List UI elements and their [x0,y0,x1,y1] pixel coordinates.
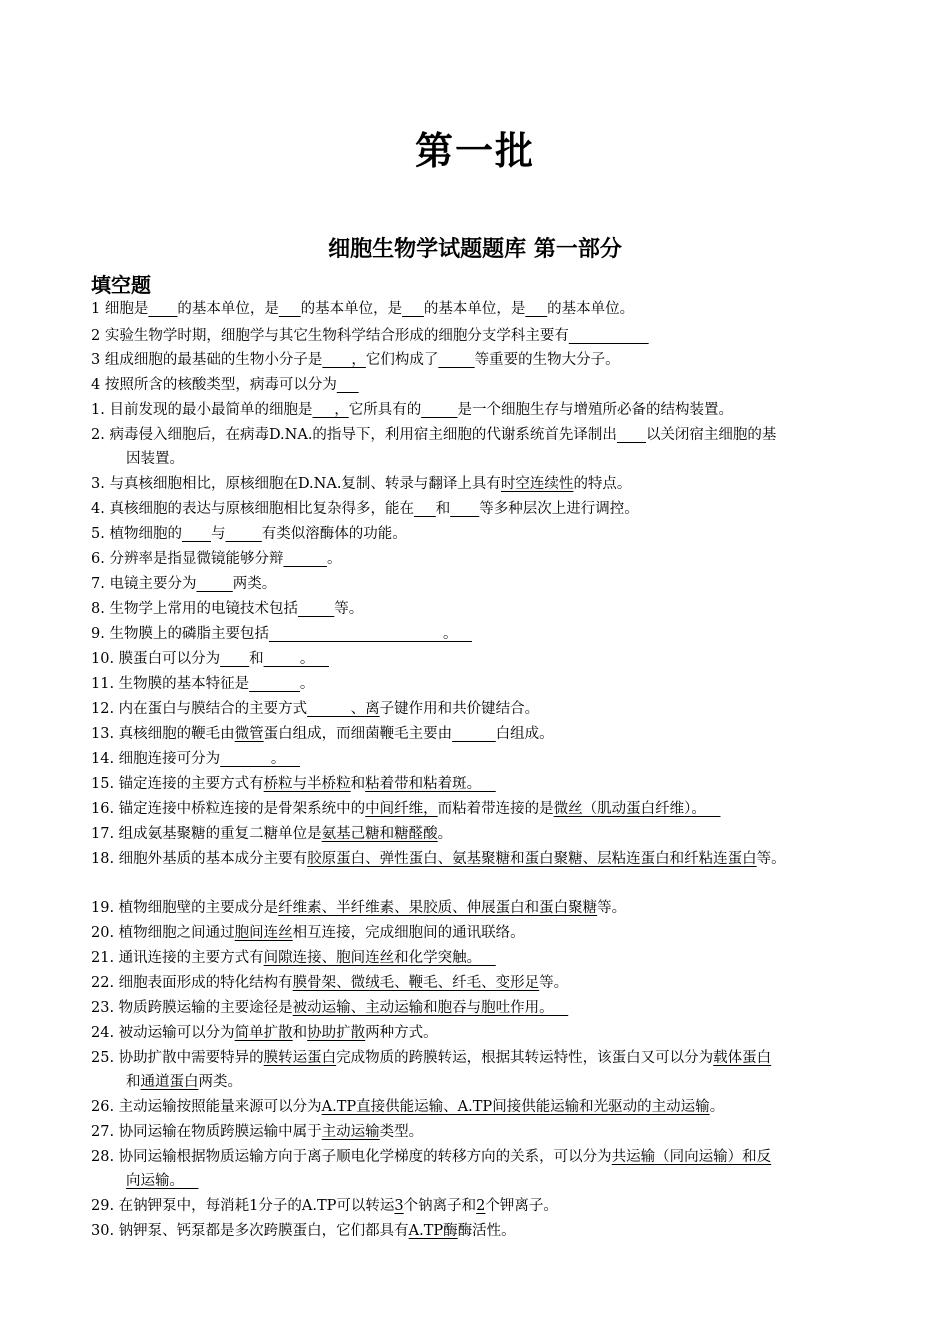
question-text: 。 [299,676,315,692]
question-text: 16. 锚定连接中桥粒连接的是骨架系统中的 [91,801,366,817]
answer-blank: A.TP酶 [408,1223,458,1239]
answer-blank: 3 [394,1198,404,1214]
answer-blank: _____ [196,576,233,592]
question-text: 等多种层次上进行调控。 [479,501,639,517]
question-text: 酶活性。 [457,1223,516,1239]
question-text: 和 [292,1025,308,1041]
answer-blank: ___ [278,301,301,317]
question-item [91,423,871,471]
answer-blank: _____ [421,402,458,418]
answer-blank: _____ [225,526,262,542]
question-text: 7. 电镜主要分为 [91,576,197,592]
question-text: 1 细胞是 [91,301,149,317]
answer-blank: ____ [181,526,211,542]
question-text: 而粘着带连接的是 [437,801,554,817]
question-item [91,522,871,546]
document-subtitle: 细胞生物学试题题库 第一部分 [328,236,622,262]
question-item [91,896,871,920]
question-text: 17. 组成氨基聚糖的重复二糖单位是 [91,826,322,842]
question-item [91,1095,871,1119]
question-text: 等。 [539,975,569,991]
answer-blank: 中间纤维， [365,801,438,817]
answer-blank: ___________ [568,328,649,344]
question-text: 它所具有的 [348,402,422,418]
question-text: 白组成。 [495,726,554,742]
question-text: 两种方式。 [365,1025,438,1041]
question-text: 9. 生物膜上的磷脂主要包括 [91,626,269,642]
question-item [91,971,871,995]
question-text: 两类。 [198,1074,242,1090]
answer-blank: 纤维素、半纤维素、果胶质、伸展蛋白和蛋白聚糖 [278,900,598,916]
question-text: 23. 物质跨膜运输的主要途径是 [91,1000,293,1016]
question-text: 个钠离子和 [403,1198,477,1214]
question-item [91,672,871,696]
answer-blank: 2 [476,1198,486,1214]
question-item [91,348,871,372]
question-item [91,996,871,1020]
question-continuation: 因装置。 [126,451,184,467]
answer-blank: 载体蛋白 [713,1050,772,1066]
question-text: 19. 植物细胞壁的主要成分是 [91,900,279,916]
question-item [91,1219,871,1243]
question-text: 两类。 [232,576,277,592]
question-item [91,1046,871,1094]
question-text: 个钾离子。 [485,1198,558,1214]
question-text: 8. 生物学上常用的电镜技术包括 [91,601,298,617]
question-text: 4. 真核细胞的表达与原核细胞相比复杂得多，能在 [91,501,414,517]
question-text: 13. 真核细胞的鞭毛由 [91,726,235,742]
answer-blank: 桥粒与半桥粒 [263,776,351,792]
question-item [91,547,871,571]
answer-blank: 简单扩散 [234,1025,293,1041]
question-text: 。 [709,1099,725,1115]
question-text: 2 实验生物学时期，细胞学与其它生物科学结合形成的细胞分支学科主要有 [91,328,569,344]
answer-blank: 微丝（肌动蛋白纤维）。__ [553,801,721,817]
answer-blank: 协助扩散 [307,1025,366,1041]
answer-blank: ______ [283,551,327,567]
answer-blank: _____。__ [263,651,329,667]
answer-blank: ______、离 [307,701,380,717]
answer-blank: 膜转运蛋白 [263,1050,337,1066]
answer-blank: 通道蛋白 [140,1074,199,1090]
question-item [91,597,871,621]
question-text: 30. 钠钾泵、钙泵都是多次跨膜蛋白，它们都具有 [91,1223,409,1239]
question-item [91,921,871,945]
answer-blank: _______。__ [220,751,300,767]
question-text: 等。 [334,601,364,617]
question-item [91,1145,871,1193]
question-text: 29. 在钠钾泵中，每消耗1分子的A.TP可以转运 [91,1198,395,1214]
question-text: 等重要的生物大分子。 [474,352,620,368]
question-text: 和 [249,651,264,667]
question-text: 4 按照所含的核酸类型，病毒可以分为 [91,377,337,393]
question-text: 5. 植物细胞的 [91,526,182,542]
answer-blank: 时空连续性 [500,476,574,492]
question-text: 26. 主动运输按照能量来源可以分为 [91,1099,322,1115]
question-text: 24. 被动运输可以分为 [91,1025,235,1041]
question-text: 等。 [756,851,786,867]
question-text: 和 [126,1074,141,1090]
question-text: 是一个细胞生存与增殖所必备的结构装置。 [457,402,733,418]
question-item [91,1194,871,1218]
question-item [91,398,871,422]
question-item [91,772,871,796]
question-item [91,847,871,871]
answer-blank: ___ [402,301,424,317]
question-text: 3. 与真核细胞相比，原核细胞在D.NA.复制、转录与翻译上具有 [91,476,501,492]
question-text: 15. 锚定连接的主要方式有 [91,776,264,792]
answer-blank: 主动运输 [321,1124,380,1140]
question-item [91,1120,871,1144]
question-text: 的基本单位，是 [177,301,279,317]
answer-blank: 被动运输、主动运输和胞吞与胞吐作用。__ [292,1000,569,1016]
answer-blank: 胶原蛋白、弹性蛋白、氨基聚糖和蛋白聚糖、层粘连蛋白和纤粘连蛋白 [307,851,757,867]
page-title: 第一批 [414,128,535,173]
question-item [91,324,871,348]
question-text: 等。 [597,900,627,916]
answer-blank: ________________________。__ [268,626,472,642]
answer-blank: 膜骨架、微绒毛、鞭毛、纤毛、变形足 [292,975,540,991]
answer-blank: 氨基己糖和糖醛酸 [321,826,438,842]
question-text: 有类似溶酶体的功能。 [261,526,407,542]
answer-blank: 粘着带和粘着斑。__ [365,776,496,792]
answer-blank: _____ [297,601,335,617]
answer-blank: ____ [220,651,250,667]
question-text: 20. 植物细胞之间通过 [91,925,235,941]
answer-blank: ____， [322,352,366,368]
question-item [91,647,871,671]
answer-blank: ______ [452,726,496,742]
question-text: 和 [350,776,366,792]
question-item [91,1021,871,1045]
question-item [91,747,871,771]
question-item [91,822,871,846]
answer-blank: ____ [450,501,480,517]
question-text: 。 [437,826,453,842]
answer-blank: ____ [148,301,178,317]
question-text: 14. 细胞连接可分为 [91,751,221,767]
question-text: 。 [326,551,342,567]
answer-blank: 微管 [234,726,264,742]
answer-blank: 胞间连丝 [234,925,293,941]
question-text: 21. 通讯连接的主要方式有 [91,950,264,966]
question-item [91,797,871,821]
question-text: 3 组成细胞的最基础的生物小分子是 [91,352,323,368]
question-item [91,297,871,321]
question-text: 22. 细胞表面形成的特化结构有 [91,975,293,991]
question-item [91,497,871,521]
question-text: 的基本单位。 [547,301,635,317]
question-text: 类型。 [379,1124,424,1140]
question-text: 它们构成了 [365,352,439,368]
question-text: 的特点。 [573,476,632,492]
answer-blank: _______ [249,676,300,692]
question-text: 18. 细胞外基质的基本成分主要有 [91,851,308,867]
question-text: 蛋白组成，而细菌鞭毛主要由 [263,726,453,742]
question-text: 与 [210,526,226,542]
question-item [91,572,871,596]
question-text: 12. 内在蛋白与膜结合的主要方式 [91,701,308,717]
answer-blank: ___ [336,377,359,393]
question-text: 10. 膜蛋白可以分为 [91,651,221,667]
question-text: 的基本单位，是 [423,301,526,317]
answer-blank: 向运输。__ [126,1173,199,1189]
question-text: 11. 生物膜的基本特征是 [91,676,250,692]
answer-blank: A.TP直接供能运输、A.TP间接供能运输和光驱动的主动运输 [321,1099,710,1115]
question-item [91,697,871,721]
section-heading: 填空题 [91,273,151,297]
question-text: 25. 协助扩散中需要特异的 [91,1050,264,1066]
answer-blank: 间隙连接、胞间连丝和化学突触。__ [263,950,496,966]
question-text: 28. 协同运输根据物质运输方向于离子顺电化学梯度的转移方向的关系，可以分为 [91,1149,612,1165]
question-text: 子键作用和共价键结合。 [379,701,540,717]
question-item [91,622,871,646]
question-text: 相互连接，完成细胞间的通讯联络。 [292,925,525,941]
answer-blank: _____ [438,352,475,368]
question-continuation [91,1070,871,1094]
question-item [91,472,871,496]
question-item [91,946,871,970]
question-text: 27. 协同运输在物质跨膜运输中属于 [91,1124,322,1140]
question-text: 2. 病毒侵入细胞后，在病毒D.NA.的指导下，利用宿主细胞的代谢系统首先译制出 [91,427,617,443]
answer-blank: ____ [616,427,646,443]
question-text: 以关闭宿主细胞的基 [645,427,777,443]
answer-blank: ___， [312,402,349,418]
answer-blank: 共运输（同向运输）和反 [611,1149,772,1165]
answer-blank: ___ [525,301,548,317]
question-text: 的基本单位，是 [300,301,403,317]
question-text: 1. 目前发现的最小最简单的细胞是 [91,402,313,418]
answer-blank: ___ [413,501,436,517]
question-item [91,722,871,746]
question-text: 和 [435,501,451,517]
question-text: 完成物质的跨膜转运，根据其转运特性，该蛋白又可以分为 [336,1050,714,1066]
question-continuation [91,1169,871,1193]
question-text: 6. 分辨率是指显微镜能够分辩 [91,551,284,567]
question-item [91,373,871,397]
